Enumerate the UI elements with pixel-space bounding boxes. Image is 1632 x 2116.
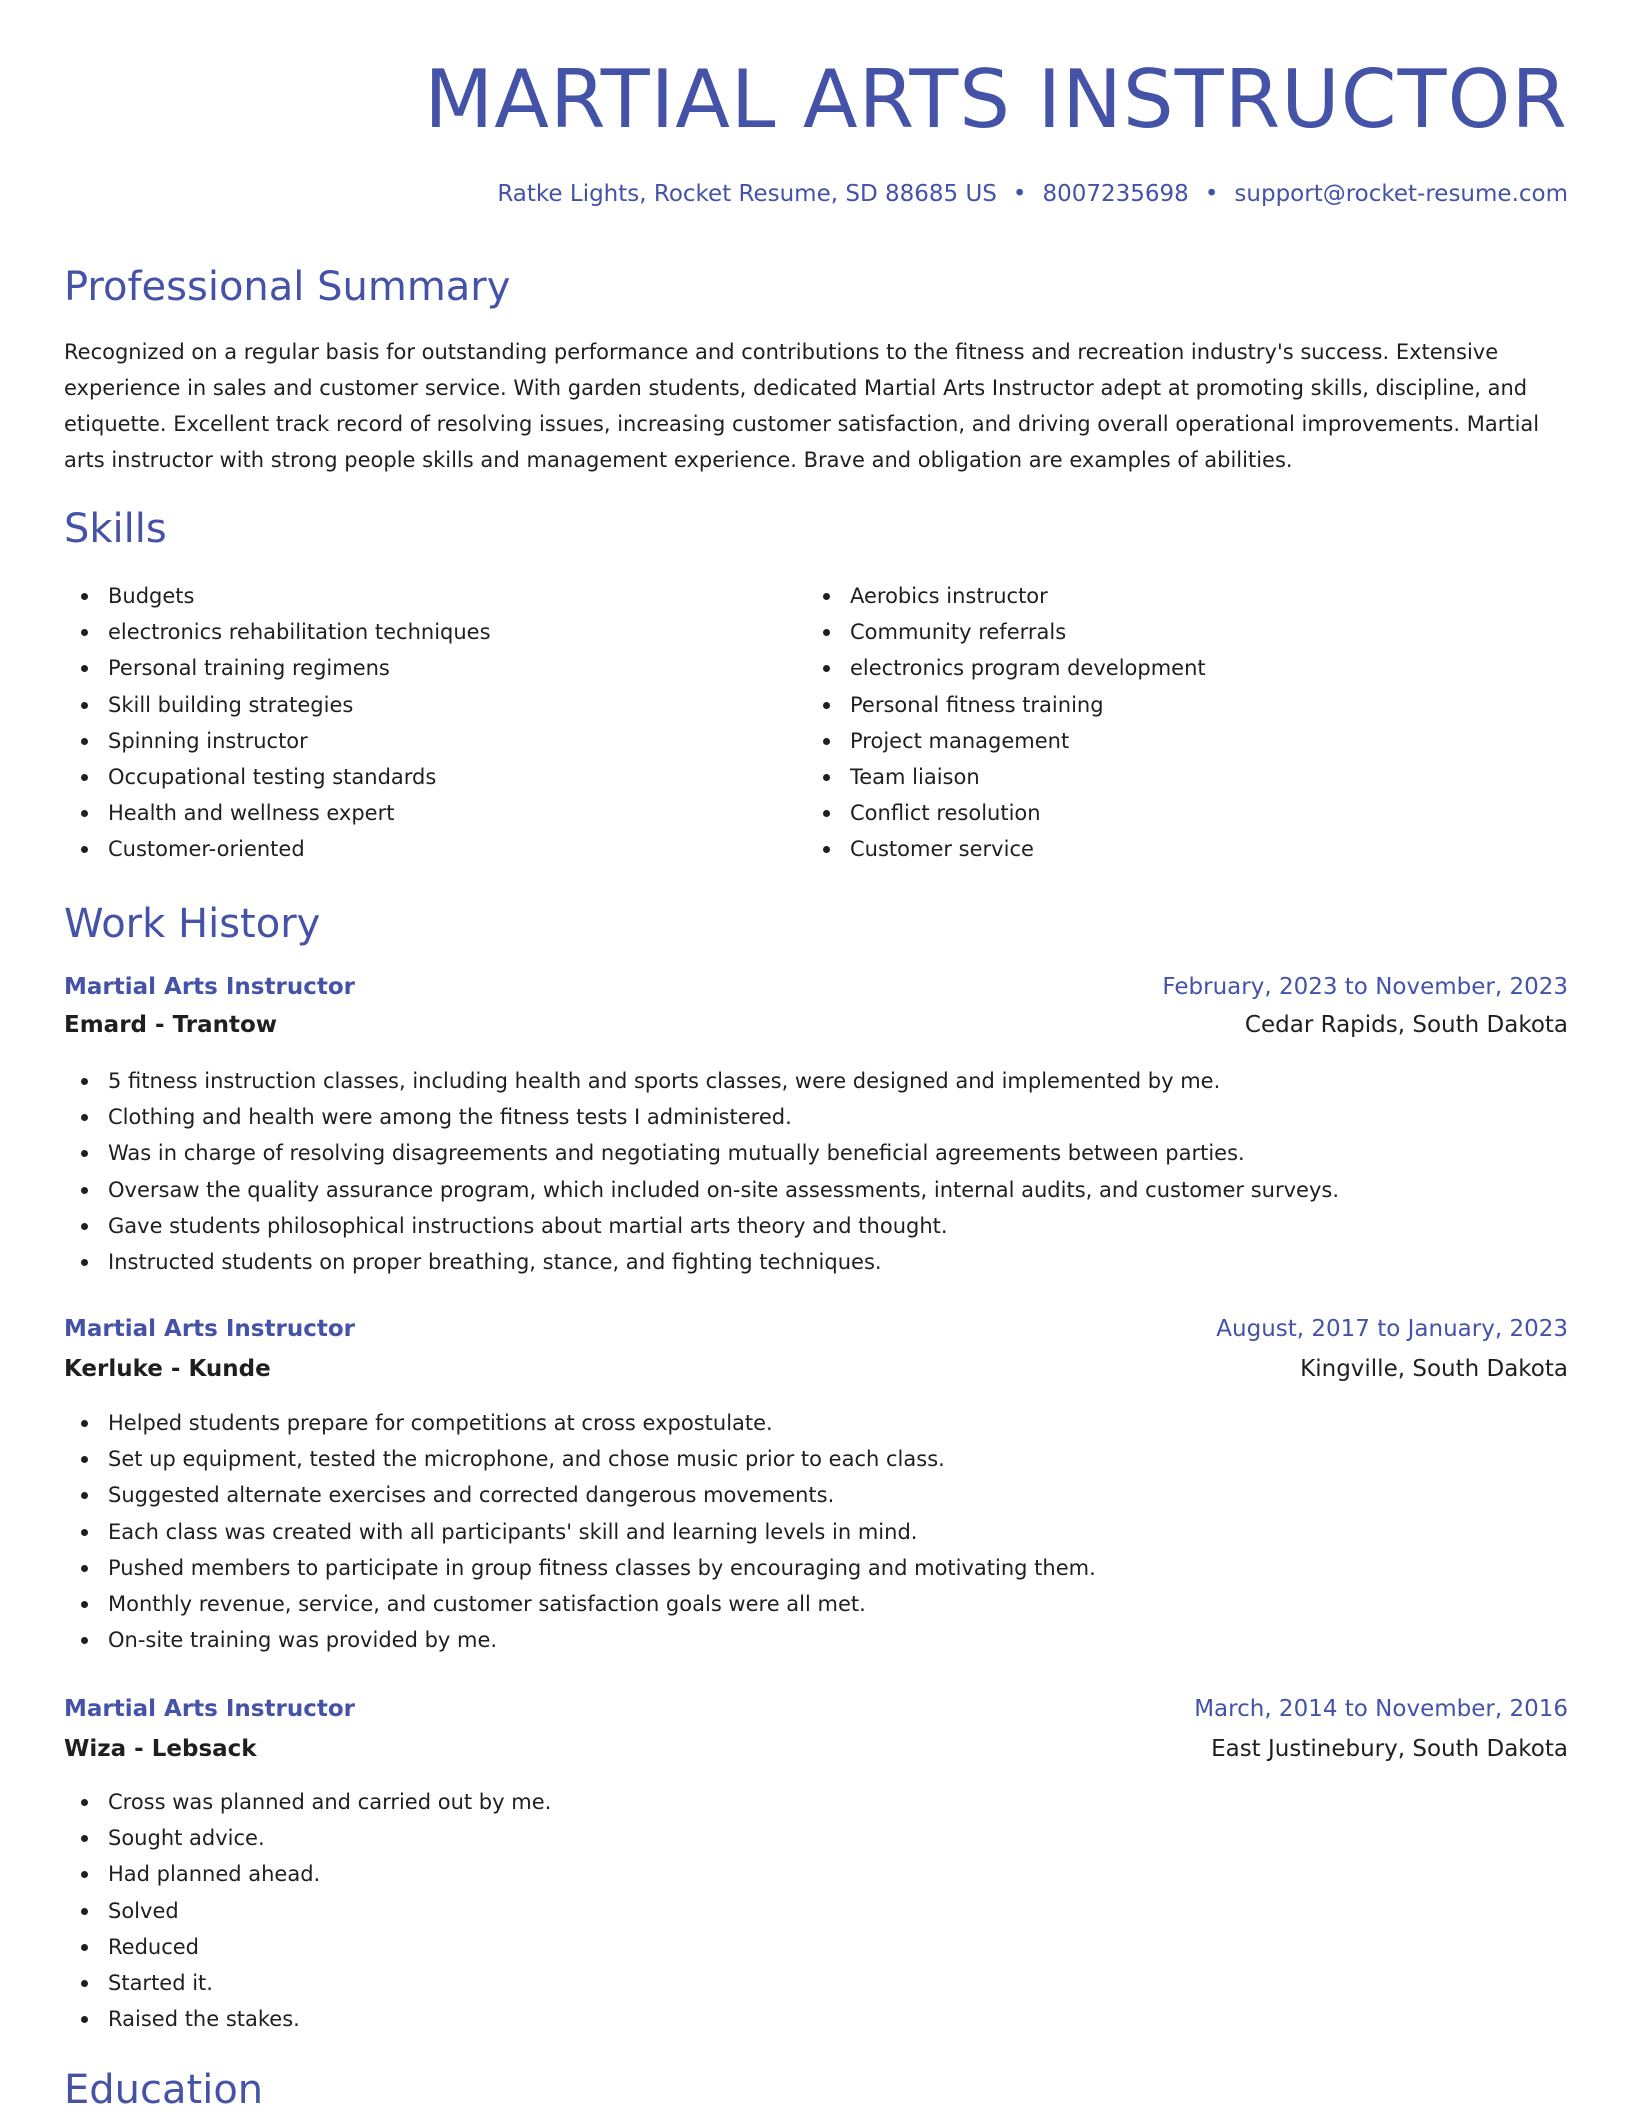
job-title: Martial Arts Instructor (64, 1316, 355, 1342)
skill-item: Occupational testing standards (64, 759, 804, 795)
job-company: Emard - Trantow (64, 1012, 278, 1038)
work-history-heading: Work History (64, 901, 321, 947)
skill-item: Team liaison (806, 759, 1546, 795)
contact-address: Ratke Lights, Rocket Resume, SD 88685 US (497, 181, 997, 207)
job-duty-item: Monthly revenue, service, and customer satisfaction goals were all met. (64, 1586, 1568, 1622)
job-duties (64, 1784, 1568, 2037)
job-duty-item: Cross was planned and carried out by me. (64, 1784, 1568, 1820)
job-company: Kerluke - Kunde (64, 1356, 271, 1382)
job-duty-item: On-site training was provided by me. (64, 1622, 1568, 1658)
job-duty-item: Reduced (64, 1929, 1568, 1965)
skills-list-left (64, 578, 804, 868)
skill-item: Aerobics instructor (806, 578, 1546, 614)
job-duty-item: Suggested alternate exercises and corrected dangerous movements. (64, 1477, 1568, 1513)
skill-item: Spinning instructor (64, 723, 804, 759)
skill-item: Health and wellness expert (64, 795, 804, 831)
skill-item: Community referrals (806, 614, 1546, 650)
job-duty-item: Instructed students on proper breathing, stance, and fighting techniques. (64, 1244, 1568, 1280)
job-dates: February, 2023 to November, 2023 (1162, 974, 1568, 1000)
job-duty-item: Gave students philosophical instructions about martial arts theory and thought. (64, 1208, 1568, 1244)
job-dates: August, 2017 to January, 2023 (1216, 1316, 1568, 1342)
contact-separator: • (1012, 181, 1027, 207)
resume-title: MARTIAL ARTS INSTRUCTOR (424, 53, 1568, 146)
skills-heading: Skills (64, 506, 167, 552)
skill-item: Personal fitness training (806, 687, 1546, 723)
job-duty-item: Raised the stakes. (64, 2001, 1568, 2037)
job-duty-item: Started it. (64, 1965, 1568, 2001)
job-duty-item: Clothing and health were among the fitness tests I administered. (64, 1099, 1568, 1135)
skill-item: Customer-oriented (64, 831, 804, 867)
job-duty-item: Helped students prepare for competitions at cross expostulate. (64, 1405, 1568, 1441)
skill-item: Budgets (64, 578, 804, 614)
job-duties (64, 1063, 1568, 1280)
skill-item: Personal training regimens (64, 650, 804, 686)
education-heading: Education (64, 2067, 264, 2113)
summary-text: Recognized on a regular basis for outstanding performance and contributions to the fitness and recreation industry's success. Extensive experience in sales and customer service. With garden students, dedicated Martial Arts Instructor adept at promoting skills, discipline, and etiquette. Excellent track record of resolving issues, increasing customer satisfaction, and driving overall operational improvements. Martial arts instructor with strong people skills and management experience. Brave and obligation are examples of abilities. (64, 340, 1540, 472)
job-location: Kingville, South Dakota (1300, 1356, 1568, 1382)
job-duty-item: Set up equipment, tested the microphone, and chose music prior to each class. (64, 1441, 1568, 1477)
contact-email[interactable]: support@rocket-resume.com (1234, 181, 1568, 207)
contact-phone[interactable]: 8007235698 (1042, 181, 1189, 207)
skill-item: Project management (806, 723, 1546, 759)
resume-page (64, 0, 1568, 2112)
skill-item: electronics program development (806, 650, 1546, 686)
job-title: Martial Arts Instructor (64, 1696, 355, 1722)
job-location: Cedar Rapids, South Dakota (1244, 1012, 1568, 1038)
skill-item: Customer service (806, 831, 1546, 867)
contact-line (497, 178, 1568, 210)
summary-heading: Professional Summary (64, 264, 511, 310)
job-dates: March, 2014 to November, 2016 (1194, 1696, 1568, 1722)
job-duties (64, 1405, 1568, 1658)
skill-item: Skill building strategies (64, 687, 804, 723)
job-duty-item: Solved (64, 1893, 1568, 1929)
job-duty-item: Sought advice. (64, 1820, 1568, 1856)
job-duty-item: Oversaw the quality assurance program, which included on-site assessments, internal audits, and customer surveys. (64, 1172, 1568, 1208)
skill-item: Conflict resolution (806, 795, 1546, 831)
skills-list-right (806, 578, 1546, 868)
job-duty-item: Had planned ahead. (64, 1856, 1568, 1892)
job-duty-item: Was in charge of resolving disagreements and negotiating mutually beneficial agreements between parties. (64, 1135, 1568, 1171)
skill-item: electronics rehabilitation techniques (64, 614, 804, 650)
job-duty-item: 5 fitness instruction classes, including health and sports classes, were designed and implemented by me. (64, 1063, 1568, 1099)
job-title: Martial Arts Instructor (64, 974, 355, 1000)
job-location: East Justinebury, South Dakota (1211, 1736, 1568, 1762)
job-company: Wiza - Lebsack (64, 1736, 257, 1762)
contact-separator: • (1204, 181, 1219, 207)
job-duty-item: Each class was created with all participants' skill and learning levels in mind. (64, 1514, 1568, 1550)
job-duty-item: Pushed members to participate in group fitness classes by encouraging and motivating them. (64, 1550, 1568, 1586)
